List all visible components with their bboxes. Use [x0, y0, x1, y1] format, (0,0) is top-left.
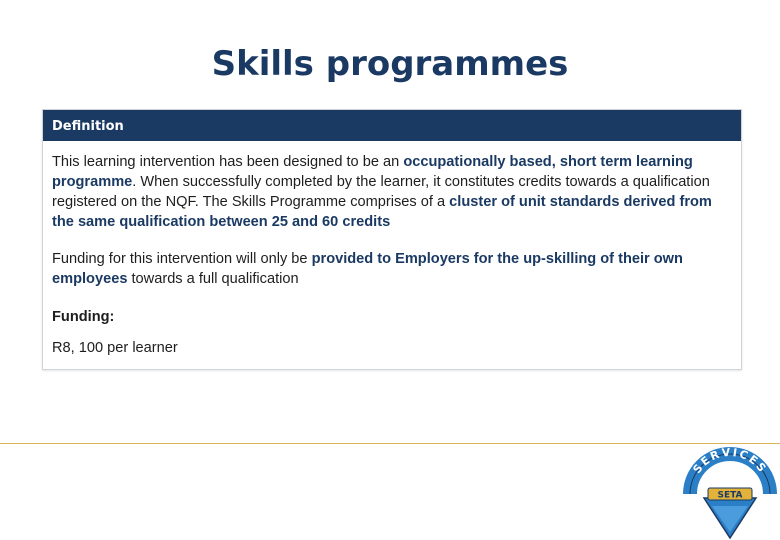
definition-highlight-1: occupationally based, short term learning programme — [52, 154, 693, 190]
eligibility-text-1: Funding for this intervention will only be — [52, 251, 312, 267]
funding-value: R8, 100 per learner — [52, 340, 178, 356]
funding-eligibility-paragraph — [52, 249, 732, 289]
eligibility-highlight: provided to Employers for the up-skilling of their own employees — [52, 251, 683, 287]
logo-arc-text: SERVICES — [690, 446, 770, 476]
eligibility-text-2: towards a full qualification — [127, 271, 299, 287]
footer-divider — [0, 443, 780, 444]
services-seta-logo-icon — [682, 446, 778, 540]
definition-paragraph — [52, 152, 732, 232]
definition-text-1: This learning intervention has been designed to be an — [52, 154, 404, 170]
definition-card — [42, 109, 742, 370]
definition-text-2: . When successfully completed by the learner, it constitutes credits towards a qualification registered on the NQF. The Skills Programme comprises of a — [52, 174, 710, 210]
funding-label: Funding: — [52, 309, 115, 325]
card-header: Definition — [43, 110, 741, 141]
slide-title: Skills programmes — [211, 44, 569, 84]
logo-band-text: SETA — [717, 490, 743, 501]
definition-highlight-2: cluster of unit standards derived from the same qualification between 25 and 60 credits — [52, 194, 712, 230]
card-body — [43, 141, 741, 358]
